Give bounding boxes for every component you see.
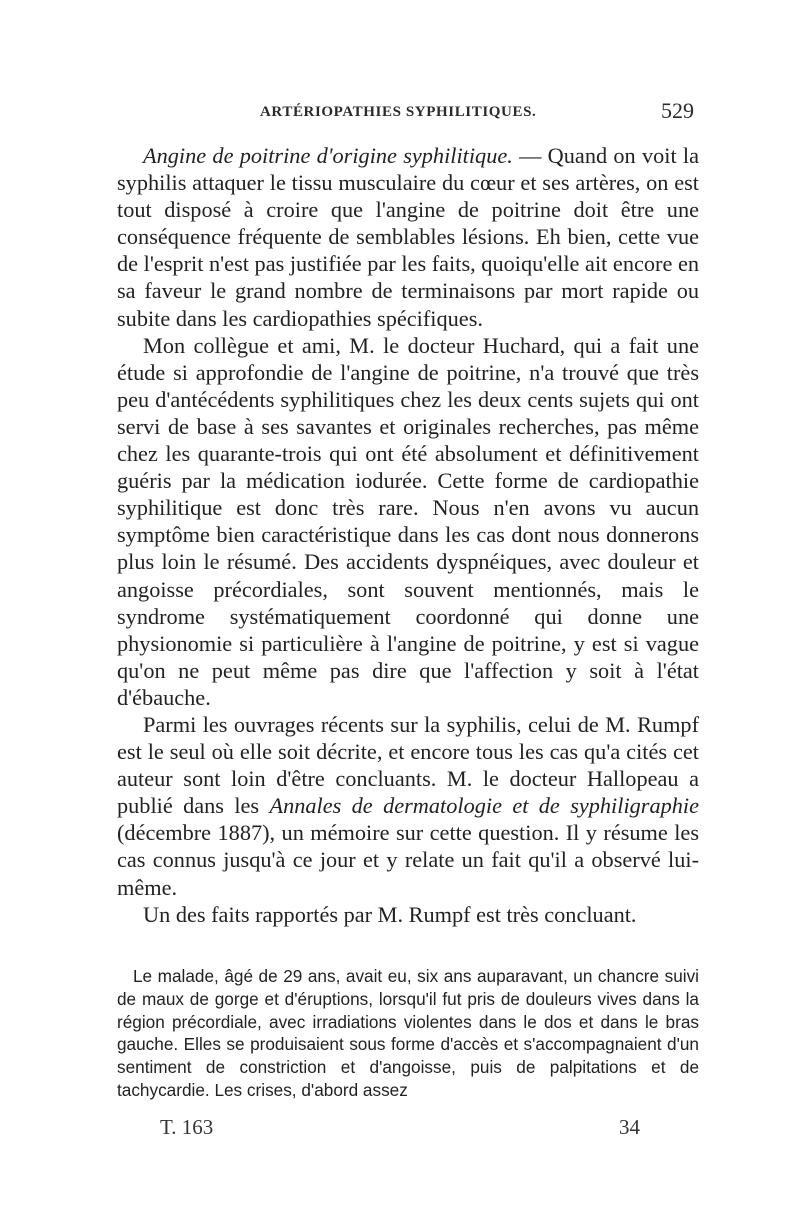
paragraph-text: Un des faits rapportés par M. Rumpf est très concluant. [143,901,637,927]
paragraph-text: Parmi les ouvrages récents sur la syphilis, celui de M. Rumpf est le seul où elle soit décrite, et encore tous les cas qu'a cités cet auteur sont loin d'être concluants. M. le docteur Hallopeau a publié dans les [117,711,699,819]
paragraph-concluant [117,901,699,928]
running-title: ARTÉRIOPATHIES SYPHILITIQUES. [260,104,537,120]
paragraph-text: (décembre 1887), un mémoire sur cette question. Il y résume les cas connus jusqu'à ce jour et y relate un fait qu'il a observé lui-même. [117,820,699,900]
case-report [117,965,699,1102]
paragraph-huchard [117,332,699,711]
sheet-number: 34 [619,1115,640,1139]
section-title: Angine de poitrine d'origine syphilitique. [143,143,513,168]
paragraph-text: Mon collègue et ami, M. le docteur Huchard, qui a fait une étude si approfondie de l'angine de poitrine, n'a trouvé que très peu d'antécédents syphilitiques chez les deux cents sujets qui ont servi de base à ses savantes et originales recherches, pas même chez les quarante-trois qui ont été absolument et définitivement guéris par la médication iodurée. Cette forme de cardiopathie syphilitique est donc très rare. Nous n'en avons vu aucun symptôme bien caractéristique dans les cas dont nous donnerons plus loin le résumé. Des accidents dyspnéiques, avec douleur et angoisse précordiales, sont souvent mentionnés, mais le syndrome systématiquement coordonné qui donne une physionomie si particulière à l'angine de poitrine, y est si vague qu'on ne peut même pas dire que l'affection y soit à l'état d'ébauche. [117,332,699,710]
paragraph-text: — Quand on voit la syphilis attaquer le tissu musculaire du cœur et ses artères, on est tout disposé à croire que l'angine de poitrine doit être une conséquence fréquente de semblables lésions. Eh bien, cette vue de l'esprit n'est pas justifiée par les faits, quoiqu'elle ait encore en sa faveur le grand nombre de terminaisons par mort rapide ou subite dans les cardiopathies spécifiques. [117,143,699,331]
page-footer [160,1115,640,1145]
page-header [117,98,697,126]
signature-mark: T. 163 [160,1115,214,1139]
paragraph-angine [117,142,699,332]
main-text [117,142,699,928]
journal-title: Annales de dermatologie et de syphiligraphie [269,793,700,819]
page-number: 529 [661,98,694,123]
case-report-text: Le malade, âgé de 29 ans, avait eu, six ans auparavant, un chancre suivi de maux de gorge et d'éruptions, lorsqu'il fut pris de douleurs vives dans la région précordiale, avec irradiations violentes dans le dos et dans le bras gauche. Elles se produisaient sous forme d'accès et s'accompagnaient d'un sentiment de constriction et d'angoisse, puis de palpitations et de tachycardie. Les crises, d'abord assez [117,966,699,1100]
paragraph-rumpf [117,711,699,901]
